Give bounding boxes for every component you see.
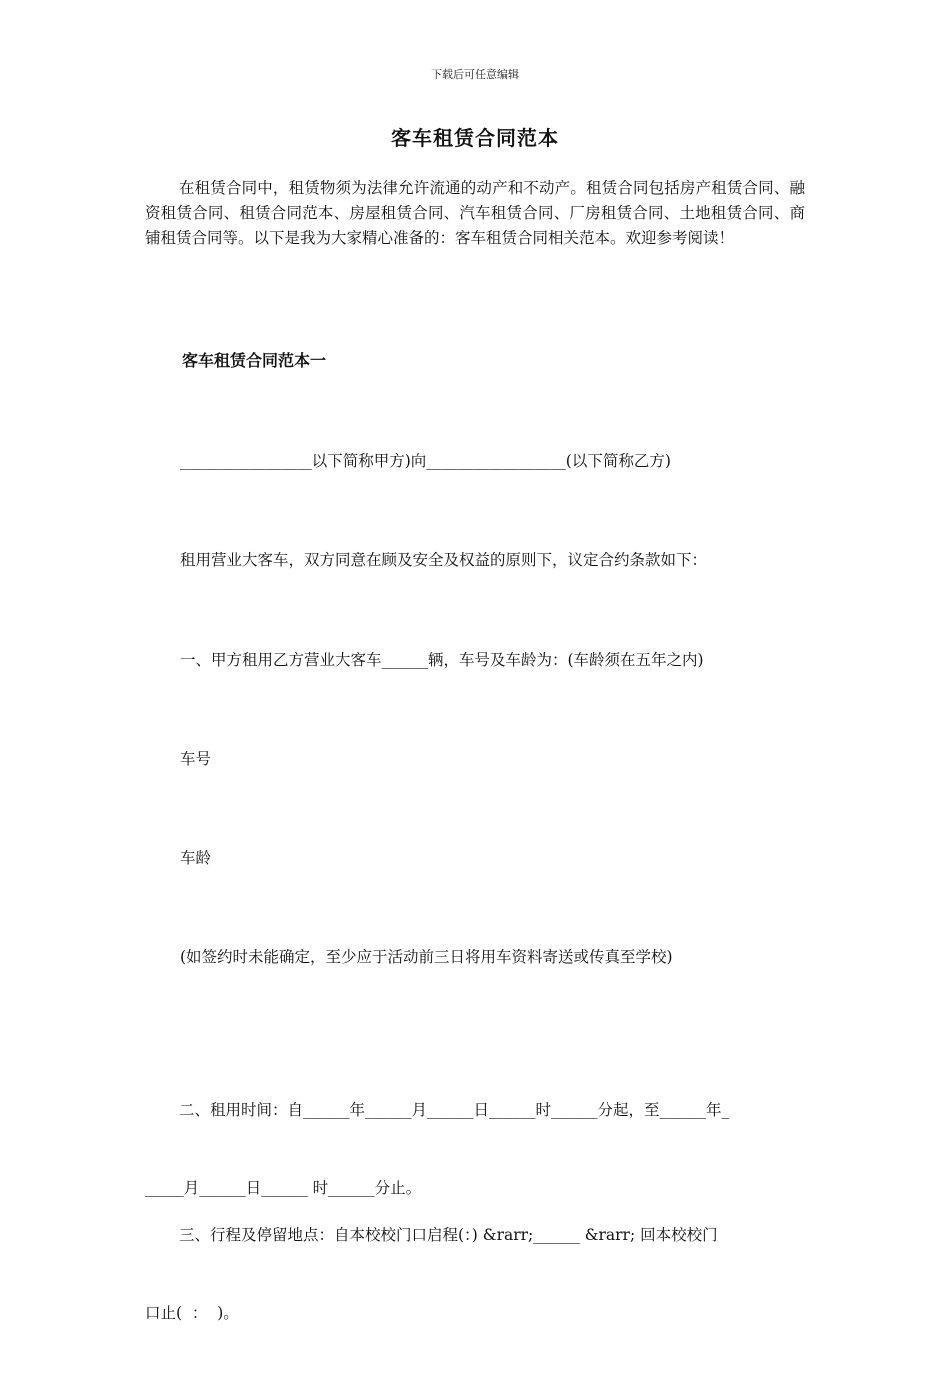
- clause-2-line-2: _____月______日______ 时______分止。: [145, 1179, 422, 1197]
- plate-number-label: 车号: [180, 750, 212, 768]
- parties-line: _________________以下简称甲方)向__________________(以下简称乙方): [180, 452, 671, 470]
- clause-1: 一、甲方租用乙方营业大客车______辆，车号及车龄为：(车龄须在五年之内): [180, 651, 704, 669]
- purpose-line: 租用营业大客车，双方同意在顾及安全及权益的原则下，议定合约条款如下：: [180, 551, 708, 569]
- confirmation-note: (如签约时未能确定，至少应于活动前三日将用车资料寄送或传真至学校): [180, 948, 673, 966]
- clause-3: [145, 1170, 718, 1378]
- section-title: 客车租赁合同范本一: [182, 351, 327, 370]
- vehicle-age-label: 车龄: [180, 849, 212, 867]
- document-title: 客车租赁合同范本: [391, 126, 559, 150]
- clause-3-line-2: 口止( ： )。: [145, 1304, 239, 1322]
- intro-paragraph: 在租赁合同中，租赁物须为法律允许流通的动产和不动产。租赁合同包括房产租赁合同、融资租赁合同、租赁合同范本、房屋租赁合同、汽车租赁合同、厂房租赁合同、土地租赁合同、商铺租赁合同等。以下是我为大家精心准备的：客车租赁合同相关范本。欢迎参考阅读！: [145, 179, 805, 247]
- clause-3-line-1: 三、行程及停留地点：自本校校门口启程(：) &rarr;______ &rarr; 回本校校门: [179, 1226, 718, 1244]
- header-note: 下载后可任意编辑: [431, 68, 519, 81]
- clause-2-line-1: 二、租用时间：自______年______月______日______时______分起，至______年_: [179, 1101, 730, 1119]
